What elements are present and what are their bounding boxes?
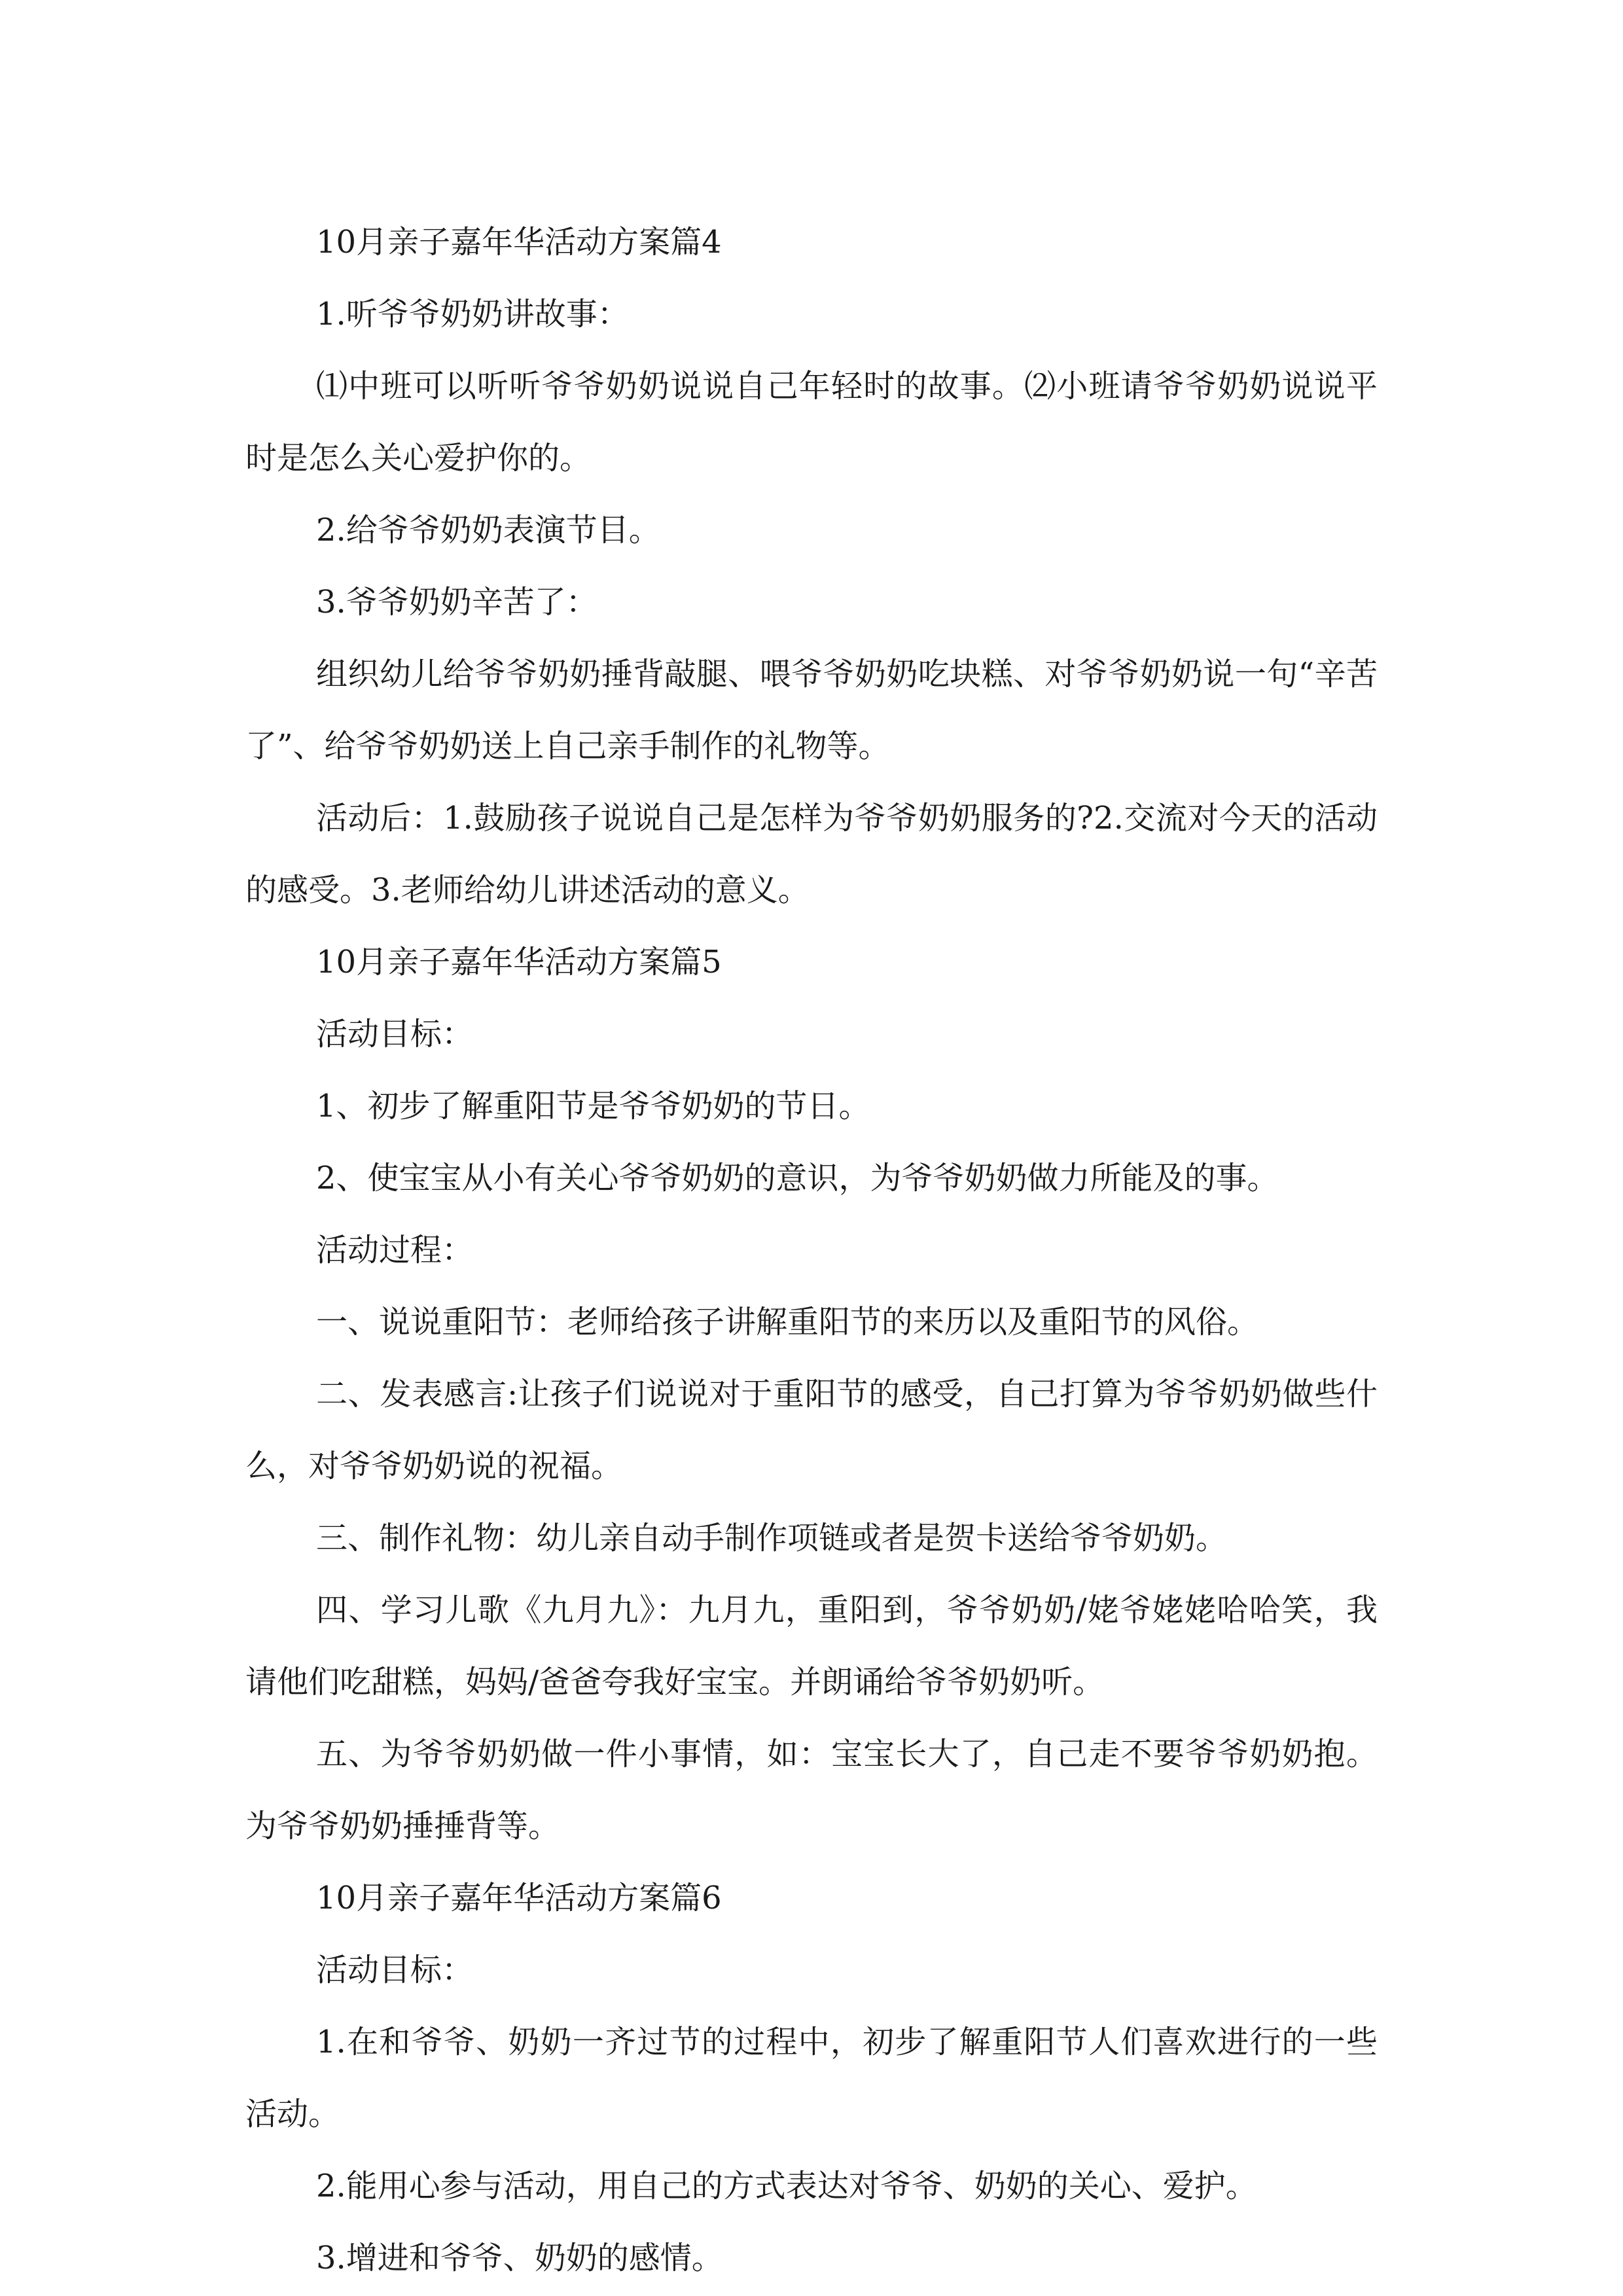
paragraph: 活动目标： xyxy=(316,1016,474,1052)
paragraph: 活动过程： xyxy=(316,1232,474,1268)
paragraph: 活动后：1.鼓励孩子说说自己是怎样为爷爷奶奶服务的?2.交流对今天的活动的感受。3.老师给幼儿讲述活动的意义。 xyxy=(245,800,1378,908)
section-heading-6: 10月亲子嘉年华活动方案篇6 xyxy=(316,1880,722,1916)
paragraph: 3.爷爷奶奶辛苦了： xyxy=(316,584,597,620)
section-heading-4: 10月亲子嘉年华活动方案篇4 xyxy=(316,224,722,260)
section-heading-5: 10月亲子嘉年华活动方案篇5 xyxy=(316,944,722,980)
paragraph: 2.能用心参与活动，用自己的方式表达对爷爷、奶奶的关心、爱护。 xyxy=(316,2168,1257,2204)
paragraph: 2.给爷爷奶奶表演节目。 xyxy=(316,512,660,548)
paragraph: 1.听爷爷奶奶讲故事： xyxy=(316,296,629,332)
paragraph: 一、说说重阳节：老师给孩子讲解重阳节的来历以及重阳节的风俗。 xyxy=(316,1304,1259,1340)
paragraph: 活动目标： xyxy=(316,1952,474,1988)
paragraph: 1、初步了解重阳节是爷爷奶奶的节日。 xyxy=(316,1088,870,1124)
document-body xyxy=(245,206,1378,2294)
paragraph: ⑴中班可以听听爷爷奶奶说说自己年轻时的故事。⑵小班请爷爷奶奶说说平时是怎么关心爱护你的。 xyxy=(245,368,1378,476)
paragraph: 五、为爷爷奶奶做一件小事情，如：宝宝长大了，自己走不要爷爷奶奶抱。为爷爷奶奶捶捶背等。 xyxy=(245,1736,1378,1844)
paragraph: 三、制作礼物：幼儿亲自动手制作项链或者是贺卡送给爷爷奶奶。 xyxy=(316,1520,1228,1556)
paragraph: 2、使宝宝从小有关心爷爷奶奶的意识，为爷爷奶奶做力所能及的事。 xyxy=(316,1160,1279,1196)
paragraph: 四、学习儿歌《九月九》：九月九，重阳到，爷爷奶奶/姥爷姥姥哈哈笑，我请他们吃甜糕，妈妈/爸爸夸我好宝宝。并朗诵给爷爷奶奶听。 xyxy=(245,1592,1378,1700)
paragraph: 3.增进和爷爷、奶奶的感情。 xyxy=(316,2240,723,2276)
paragraph: 组织幼儿给爷爷奶奶捶背敲腿、喂爷爷奶奶吃块糕、对爷爷奶奶说一句“辛苦了”、给爷爷奶奶送上自己亲手制作的礼物等。 xyxy=(245,656,1378,764)
paragraph: 1.在和爷爷、奶奶一齐过节的过程中，初步了解重阳节人们喜欢进行的一些活动。 xyxy=(245,2024,1378,2132)
paragraph: 二、发表感言:让孩子们说说对于重阳节的感受，自己打算为爷爷奶奶做些什么，对爷爷奶奶说的祝福。 xyxy=(245,1376,1378,1484)
